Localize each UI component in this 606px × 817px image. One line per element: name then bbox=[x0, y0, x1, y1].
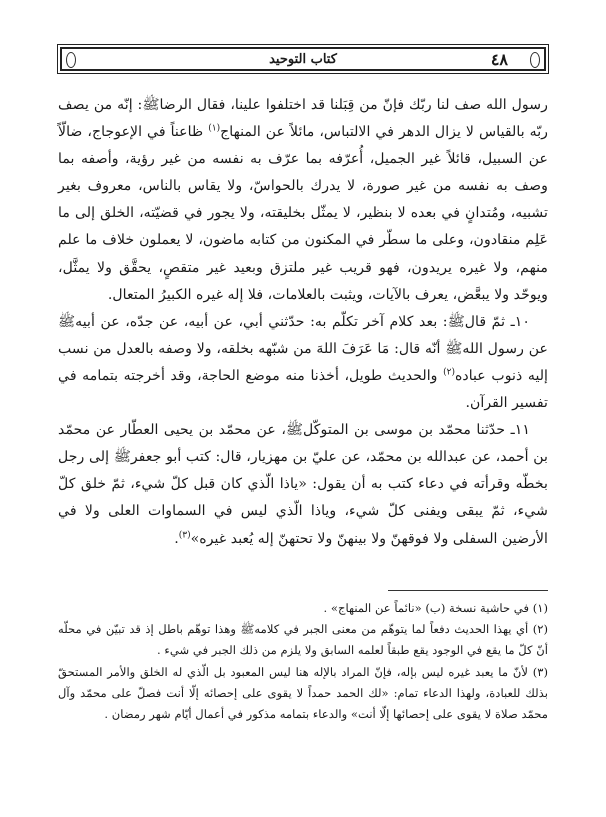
footnote-ref-1[interactable]: (١) bbox=[208, 123, 221, 134]
paragraph-11: ١١ـ حدّثنا محمّد بن موسى بن المتوكّلﷺ، عن محمّد بن يحيى العطّار عن محمّد بن أحمد، عن عبدالله بن محمّد، عن عليّ بن مهزيار، قال: كتب أبو جعفرﷺ إلى رجل بخطّه وقرأته في دعاء كتب به أن يقول: «ياذا الّذي كان قبل كلّ شيء، ثمّ خلق كلّ شيء، ثمّ يبقى ويفنى كلّ شيء، وياذا الّذي ليس في السماوات العلى ولا في الأرضين السفلى ولا فوقهنّ ولا بينهنّ ولا تحتهنّ إله يُعبد غيره»$^{(٣)}$. bbox=[58, 422, 548, 547]
footnotes bbox=[58, 598, 548, 725]
footnote-ref-3[interactable]: (٣) bbox=[178, 529, 191, 540]
footnote-2: (٢) أي يهذا الحديث دفعاً لما يتوهّم من معنى الجبر في كلامهﷺ وهذا توهّم باطل إذ قد تبيّن في محلّه أنّ كلّ ما يقع في الوجود يقع طبقاً لعلمه السابق ولا يلزم من ذلك الجبر في شيء . bbox=[58, 622, 548, 658]
footnote-1: (١) في حاشية نسخة (ب) «نائماً عن المنهاج» . bbox=[323, 601, 548, 615]
footnote-3: (٣) لأنّ ما يعبد غيره ليس بإله، فإنّ المراد بالإله هنا ليس المعبود بل الّذي له الخلق والأمر المستحقّ بذلك للعبادة، ولهذا الدعاء تمام: «لك الحمد حمداً لا يقوى على إحصائه إلّا أنت فصلّ على محمّد وآل محمّد صلاة لا يقوى على إحصائها إلّا أنت» والدعاء بتمامه مذكور في أعمال أيّام شهر رمضان . bbox=[58, 664, 548, 722]
footnote-divider bbox=[388, 590, 548, 591]
paragraph-10: ١٠ـ ثمّ قالﷺ: بعد كلام آخر تكلّم به: حدّثني أبي، عن أبيه، عن جدّه، عن أبيهﷺ عن رسول اللهﷺ أنّه قال: مَا عَرَفَ اللهَ من شبّهه بخلقه، ولا وصفه بالعدل من نسب إليه ذنوب عباده$^{(٢)}$ والحديث طويل، أخذنا منه موضع الحاجة، وقد أخرجته بتمامه في تفسير القرآن. bbox=[58, 313, 548, 412]
main-text bbox=[58, 92, 548, 553]
paragraph-intro: رسول الله صف لنا ربّك فإنّ من قِبَلنا قد اختلفوا علينا، فقال الرضاﷺ: إنّه من يصف ربّه بالقياس لا يزال الدهر في الالتباس، مائلاً عن المنهاج$^{(١)}$ ظاعناً في الإعوجاج، ضالّاً عن السبيل، قائلاً غير الجميل، أُعرّفه بما عرّف به نفسه من غير رؤية، وأصفه بما وصف به نفسه من غير صورة، لا يدرك بالحواسّ، ولا يقاس بالناس، معروف بغير تشبيه، ومُتدانٍ في بعده لا بنظير، لا يمثّل بخليقته، ولا يجور في قضيّته، الخلق إلى ما عَلِم منقادون، وعلى ما سطّر في المكنون من كتابه ماضون، لا يعملون خلاف ما علم منهم، ولا غيره يريدون، فهو قريب غير ملتزق وبعيد غير متقصٍ، يحقَّق ولا يمثَّل، ويوحّد ولا يبعَّض، يعرف بالآيات، ويثبت بالعلامات، فلا إله غيره الكبيرُ المتعال. bbox=[58, 97, 548, 303]
page-header bbox=[60, 47, 546, 71]
page-number: ٤٨ bbox=[490, 50, 508, 69]
footnote-ref-2[interactable]: (٢) bbox=[443, 367, 455, 378]
book-title: كتاب التوحيد bbox=[269, 52, 337, 67]
